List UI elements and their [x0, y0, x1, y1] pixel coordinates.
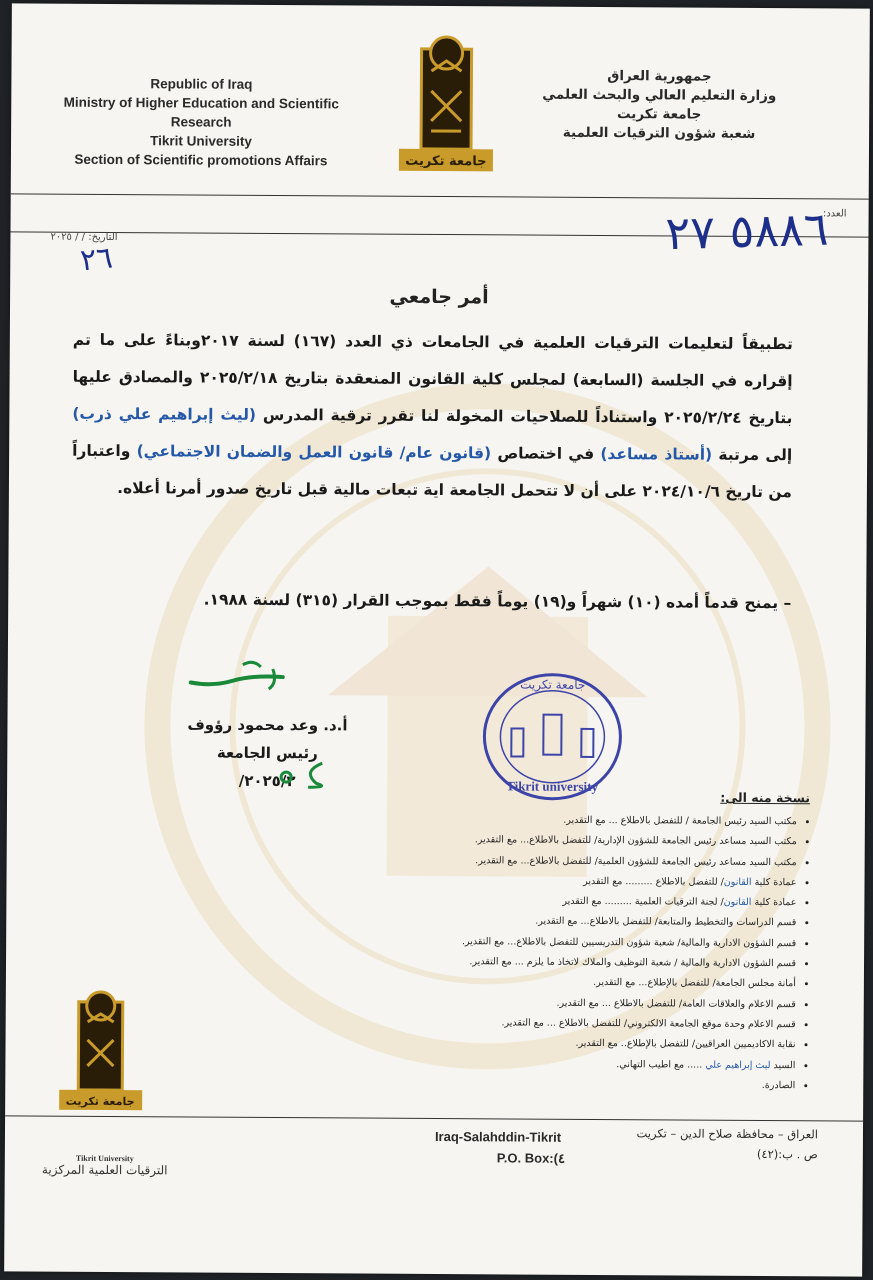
footer-logo-text: جامعة تكريت [65, 1094, 135, 1109]
copies-heading: نسخة منه الى: [720, 789, 811, 806]
footer-divider [5, 1115, 863, 1121]
header-en-line: Tikrit University [150, 133, 252, 149]
copy-recipient: • قسم الدراسات والتخطيط والمتابعة/ للتفضل بالاطلاع... مع التقدير. [236, 910, 796, 934]
header-en-line: Research [170, 114, 232, 130]
copy-recipient: • أمانة مجلس الجامعة/ للتفضل بالإطلاع... مع التقدير. [236, 971, 796, 995]
header-arabic [519, 66, 799, 144]
footer-arabic [636, 1123, 818, 1164]
stamp-text: جامعة تكريت [520, 677, 586, 692]
order-body [72, 322, 793, 511]
logo-text: جامعة تكريت [405, 153, 487, 170]
signer-date: ٢٠٢٥/٢/ [238, 771, 296, 791]
recipient-text: عمادة كلية [751, 876, 797, 889]
copy-recipient: • مكتب السيد رئيس الجامعة / للتفضل بالاطلاع ... مع التقدير. [237, 809, 797, 833]
header-en-line: Ministry of Higher Education and Scientific [63, 94, 339, 112]
header-en-line: Republic of Iraq [150, 76, 253, 92]
footer-department [25, 1153, 185, 1177]
stamp-en: Tikrit university [506, 778, 599, 794]
header-en-line: Section of Scientific promotions Affairs [74, 151, 328, 169]
body-text: تطبيقاً لتعليمات الترقيات العلمية في الجامعات ذي العدد (١٦٧) لسنة ٢٠١٧وبناءً على ما تم إقراره في الجلسة (السابعة) لمجلس كلية القانون المنعقدة بتاريخ ٢٠٢٥/٢/١٨ والمصادق عليها بتاريخ ٢٠٢٥/٢/٢٤ واستناداً للصلاحيات المخولة لنا تقرر ترقية المدرس [72, 330, 793, 428]
recipient-text: السيد [770, 1059, 796, 1071]
date-label: التاريخ: / / ٢٠٢٥ [50, 231, 118, 244]
university-logo [391, 31, 502, 180]
copies-list [235, 809, 815, 1097]
footer-pobox-ar: ص . ب:(٤٢) [756, 1146, 818, 1162]
signer-name: أ.د. وعد محمود رؤوف [187, 715, 348, 735]
header-ar-line: وزارة التعليم العالي والبحث العلمي [542, 86, 777, 105]
recipient-highlight: ليث إبراهيم علي [705, 1059, 771, 1071]
header-ar-line: جامعة تكريت [616, 106, 702, 123]
signer-block [147, 710, 388, 795]
recipient-highlight: القانون [723, 876, 752, 888]
copy-recipient: • قسم الاعلام والعلاقات العامة/ للتفضل بالاطلاع ... مع التقدير. [236, 991, 796, 1015]
body-text: في اختصاص [497, 444, 595, 463]
copy-recipient: • قسم الشؤون الادارية والمالية / شعبة التوظيف والملاك لاتخاذ ما يلزم ... مع التقدير. [236, 951, 796, 975]
recipient-text: / لجنة الترقيات العلمية ......... مع التقدير [562, 895, 724, 908]
employee-name: (ليث إبراهيم علي ذرب) [72, 404, 257, 424]
signature-scribble [183, 654, 293, 715]
body-text: واعتباراً من تاريخ ٢٠٢٤/١٠/٦ على أن لا تتحمل الجامعة اية تبعات مالية قبل تاريخ صدور أمرنا أعلاه. [72, 441, 792, 502]
header-ar-line: شعبة شؤون الترقيات العلمية [562, 124, 756, 142]
copy-recipient: • قسم الشؤون الادارية والمالية/ شعبة شؤون التدريسيين للتفضل بالاطلاع... مع التقدير. [236, 931, 796, 955]
copy-recipient: • نقابة الاكاديميين العراقيين/ للتفضل بالإطلاع.. مع التقدير. [235, 1032, 795, 1056]
recipient-text: / للتفضل بالاطلاع ......... مع التقدير [583, 875, 724, 888]
document-title: أمر جامعي [389, 285, 489, 309]
footer-logo [53, 986, 149, 1117]
body-text: إلى مرتبة [718, 445, 793, 465]
recipient-text: ..... مع اطيب التهاني. [616, 1058, 706, 1071]
copy-recipient: • قسم الاعلام وحدة موقع الجامعة الالكتروني/ للتفضل بالاطلاع ... مع التقدير. [236, 1012, 796, 1036]
footer-address: Iraq-Salahddin-Tikrit [434, 1128, 562, 1145]
footer-dept-en: Tikrit University [75, 1153, 134, 1164]
recipient-highlight: القانون [723, 896, 752, 909]
copy-recipient: • الصادرة. [235, 1073, 795, 1097]
footer-address-ar: العراق – محافظة صلاح الدين – تكريت [636, 1126, 819, 1142]
footer-pobox: P.O. Box:(٤ [496, 1150, 566, 1166]
copy-recipient: • مكتب السيد مساعد رئيس الجامعة للشؤون العلمية/ للتفضل بالاطلاع... مع التقدير. [237, 849, 797, 873]
header-english [41, 74, 362, 171]
footer-dept-ar: الترقيات العلمية المركزية [41, 1162, 168, 1178]
specialty: (قانون عام/ قانون العمل والضمان الاجتماعي) [136, 442, 492, 463]
footer-english [435, 1126, 635, 1169]
date-handwritten: ٢٦ [78, 240, 115, 279]
signer-title: رئيس الجامعة [216, 743, 318, 763]
header-divider [11, 193, 869, 199]
green-date-mark [272, 757, 342, 793]
seniority-bullet: – يمنح قدماً أمده (١٠) شهراً و(١٩) يوماً فقط بموجب القرار (٣١٥) لسنة ١٩٨٨. [203, 590, 792, 613]
academic-rank: (أستاذ مساعد) [600, 444, 713, 464]
document-page [4, 3, 870, 1276]
university-stamp [477, 666, 628, 807]
recipient-text: عمادة كلية [751, 897, 797, 909]
number-label: العدد: [822, 208, 847, 220]
number-handwritten: ٥٨٨٦ ٢٧ [664, 201, 830, 261]
header-ar-line: جمهورية العراق [607, 68, 712, 85]
copy-recipient: • مكتب السيد مساعد رئيس الجامعة للشؤون الإدارية/ للتفضل بالاطلاع... مع التقدير. [237, 829, 797, 853]
